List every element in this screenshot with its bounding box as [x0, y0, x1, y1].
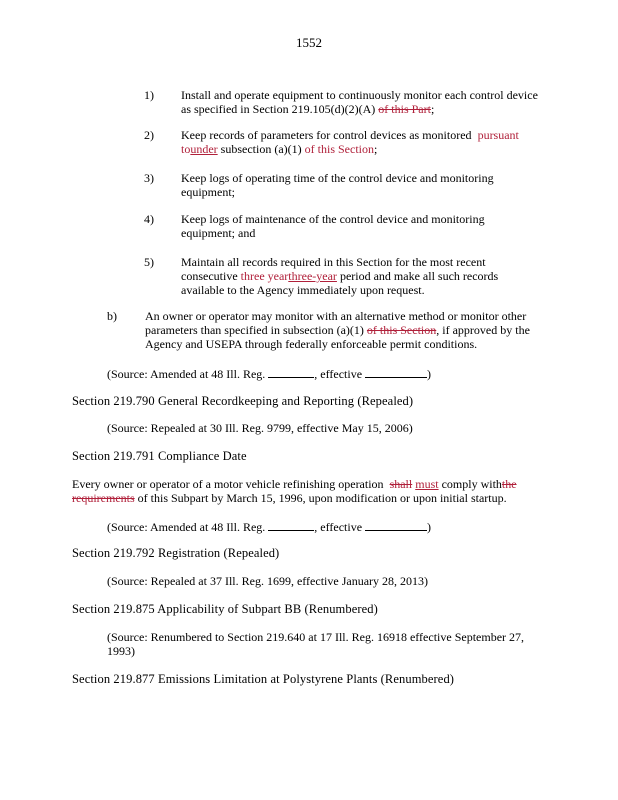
list-item-number: 2) — [144, 128, 154, 142]
section-heading: Section 219.792 Registration (Repealed) — [72, 546, 280, 560]
text-line: requirements of this Subpart by March 15, 1996, upon modification or upon initial startup. — [72, 491, 507, 505]
text-line: An owner or operator may monitor with an alternative method or monitor other — [145, 309, 527, 323]
inserted-text: three-year — [288, 269, 337, 283]
deleted-text: the — [501, 477, 517, 491]
source-note: (Source: Amended at 48 Ill. Reg. , effective ) — [107, 367, 432, 381]
deleted-text: three year — [240, 269, 289, 283]
list-item-number: 1) — [144, 88, 154, 102]
text-line: Keep logs of maintenance of the control device and monitoring — [181, 212, 485, 226]
text-line: Every owner or operator of a motor vehicle refinishing operation shall must comply withthe — [72, 477, 517, 491]
list-item-number: 4) — [144, 212, 154, 226]
blank-line — [365, 519, 427, 531]
text-line: consecutive three yearthree-year period and make all such records — [181, 269, 499, 283]
text-line: parameters than specified in subsection (a)(1) of this Section, if approved by the — [145, 323, 530, 337]
text-line: (Source: Renumbered to Section 219.640 at 17 Ill. Reg. 16918 effective September 27, — [107, 630, 525, 644]
section-heading: Section 219.790 General Recordkeeping and Reporting (Repealed) — [72, 394, 414, 408]
text-line: Agency and USEPA through federally enforceable permit conditions. — [145, 337, 478, 351]
deleted-text: of this Part — [378, 102, 431, 116]
section-heading: Section 219.877 Emissions Limitation at Polystyrene Plants (Renumbered) — [72, 672, 455, 686]
text-line: equipment; — [181, 185, 235, 199]
list-item-text — [181, 128, 519, 156]
text-line: as specified in Section 219.105(d)(2)(A) of this Part; — [181, 102, 435, 116]
text-line: available to the Agency immediately upon request. — [181, 283, 425, 297]
subsection-text — [145, 309, 530, 351]
deleted-text: to — [181, 142, 191, 156]
text-line: Install and operate equipment to continuously monitor each control device — [181, 88, 538, 102]
section-heading: Section 219.875 Applicability of Subpart BB (Renumbered) — [72, 602, 378, 616]
source-note: (Source: Repealed at 37 Ill. Reg. 1699, effective January 28, 2013) — [107, 574, 429, 588]
inserted-text: of this Section — [304, 142, 374, 156]
source-note: (Source: Repealed at 30 Ill. Reg. 9799, effective May 15, 2006) — [107, 421, 413, 435]
list-item-text — [181, 171, 494, 199]
inserted-text: pursuant — [477, 128, 519, 142]
text-line: 1993) — [107, 644, 135, 658]
text-line: equipment; and — [181, 226, 256, 240]
inserted-text: must — [415, 477, 439, 491]
blank-line — [268, 366, 314, 378]
text-line: tounder subsection (a)(1) of this Section; — [181, 142, 378, 156]
blank-line — [268, 519, 314, 531]
text-line: Keep logs of operating time of the control device and monitoring — [181, 171, 494, 185]
deleted-text: of this Section — [366, 323, 437, 337]
blank-line — [365, 366, 427, 378]
section-body — [72, 477, 517, 505]
inserted-text: under — [190, 142, 218, 156]
list-item-number: 3) — [144, 171, 154, 185]
page-number: 1552 — [296, 35, 322, 50]
list-item-text — [181, 88, 538, 116]
list-item-number: 5) — [144, 255, 154, 269]
source-note: (Source: Amended at 48 Ill. Reg. , effective ) — [107, 520, 432, 534]
list-item-text — [181, 255, 498, 297]
subsection-number: b) — [107, 309, 117, 323]
deleted-text: requirements — [72, 491, 135, 505]
list-item-text — [181, 212, 485, 240]
text-line: Maintain all records required in this Section for the most recent — [181, 255, 486, 269]
text-line: Keep records of parameters for control devices as monitored pursuant — [181, 128, 519, 142]
deleted-text: shall — [389, 477, 413, 491]
section-heading: Section 219.791 Compliance Date — [72, 449, 247, 463]
source-note — [107, 630, 524, 658]
